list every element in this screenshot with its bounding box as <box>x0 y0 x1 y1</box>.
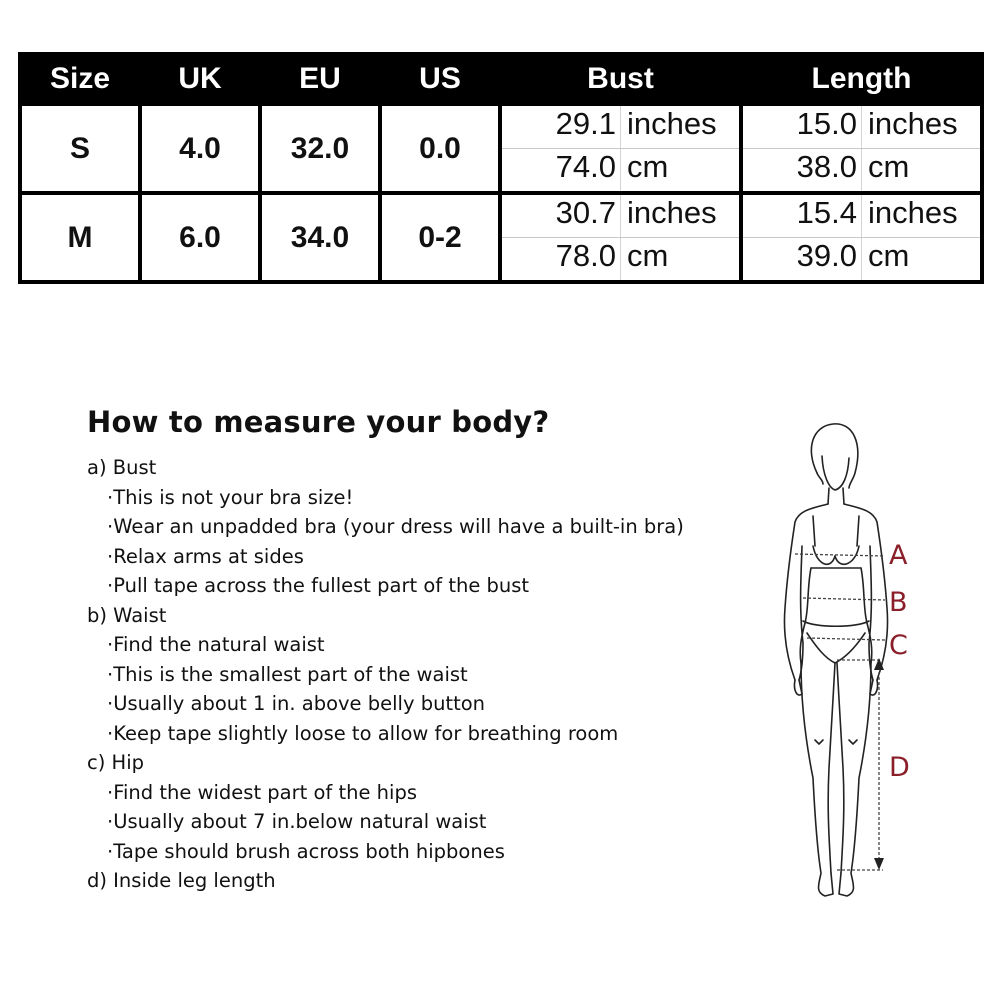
label-c: C <box>889 630 908 661</box>
list-item: ·This is not your bra size! <box>107 485 354 509</box>
length-unit: cm <box>861 238 980 280</box>
list-item: ·Tape should brush across both hipbones <box>107 839 505 863</box>
table-row <box>20 193 982 238</box>
label-d: D <box>889 752 910 783</box>
eu-cell: 34.0 <box>260 193 380 282</box>
uk-cell: 6.0 <box>140 193 260 282</box>
list-item: ·Relax arms at sides <box>107 544 304 568</box>
list-item: ·Keep tape slightly loose to allow for breathing room <box>107 721 619 745</box>
size-cell: S <box>20 104 140 193</box>
list-item: ·Wear an unpadded bra (your dress will have a built-in bra) <box>107 515 684 538</box>
label-b: B <box>889 587 908 618</box>
bust-unit: inches <box>620 106 739 148</box>
size-cell: M <box>20 193 140 282</box>
list-item: ·Pull tape across the fullest part of the bust <box>107 574 530 597</box>
length-unit: inches <box>861 106 980 148</box>
table-row <box>20 104 982 149</box>
bust-value: 78.0 <box>555 238 616 273</box>
bust-unit: cm <box>620 238 739 280</box>
header-size: Size <box>20 54 140 104</box>
list-item: ·Find the widest part of the hips <box>107 780 417 804</box>
bust-inches-cell <box>500 193 741 238</box>
table-header-row <box>20 54 982 104</box>
size-chart-table <box>18 52 984 284</box>
bust-unit: cm <box>620 149 739 191</box>
list-item: ·Usually about 7 in.below natural waist <box>107 810 487 833</box>
length-value: 39.0 <box>796 238 857 273</box>
bust-value: 30.7 <box>555 195 616 230</box>
uk-cell: 4.0 <box>140 104 260 193</box>
us-cell: 0.0 <box>380 104 500 193</box>
header-bust: Bust <box>500 54 741 104</box>
length-inches-cell <box>741 193 982 238</box>
section-heading-inside-leg: d) Inside leg length <box>87 869 276 892</box>
bust-line <box>795 554 885 556</box>
length-value: 15.0 <box>796 106 857 141</box>
header-uk: UK <box>140 54 260 104</box>
section-heading-hip: c) Hip <box>87 751 144 774</box>
body-measurement-illustration <box>755 418 925 908</box>
length-cm-cell <box>741 149 982 194</box>
bust-cm-cell <box>500 149 741 194</box>
bust-unit: inches <box>620 195 739 237</box>
length-value: 38.0 <box>796 149 857 184</box>
header-length: Length <box>741 54 982 104</box>
label-a: A <box>889 540 908 571</box>
bust-value: 74.0 <box>555 149 616 184</box>
list-item: ·Usually about 1 in. above belly button <box>107 692 486 715</box>
length-unit: inches <box>861 195 980 237</box>
bust-cm-cell <box>500 238 741 283</box>
header-eu: EU <box>260 54 380 104</box>
length-inches-cell <box>741 104 982 149</box>
header-us: US <box>380 54 500 104</box>
guide-list <box>87 453 777 896</box>
bust-inches-cell <box>500 104 741 149</box>
section-heading-waist: b) Waist <box>87 603 167 627</box>
length-value: 15.4 <box>796 195 857 230</box>
waist-line <box>803 598 885 600</box>
length-unit: cm <box>861 149 980 191</box>
bust-value: 29.1 <box>555 106 616 141</box>
body-outline-icon <box>755 418 925 908</box>
us-cell: 0-2 <box>380 193 500 282</box>
guide-title: How to measure your body? <box>87 405 550 439</box>
list-item: ·This is the smallest part of the waist <box>107 662 468 686</box>
list-item: ·Find the natural waist <box>107 633 325 656</box>
length-cm-cell <box>741 238 982 283</box>
eu-cell: 32.0 <box>260 104 380 193</box>
measuring-guide <box>87 405 777 896</box>
section-heading-bust: a) Bust <box>87 456 157 479</box>
hip-line <box>807 638 885 640</box>
